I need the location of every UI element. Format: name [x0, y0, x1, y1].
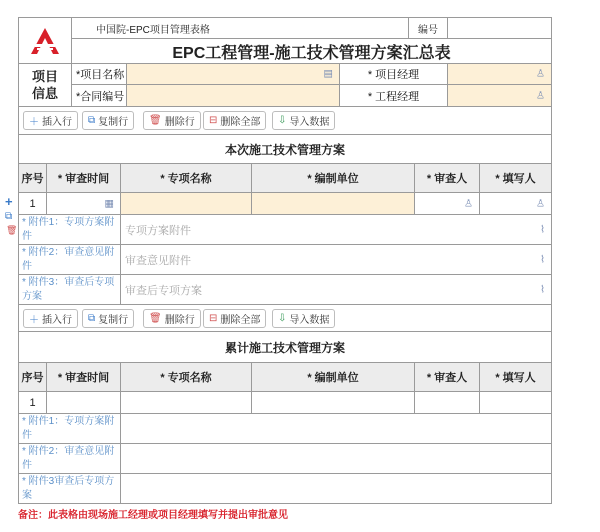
contract-no-label: *合同编号 [71, 84, 127, 107]
filler-cell [479, 391, 552, 414]
group-label-line1: 项目 [31, 69, 58, 84]
col-header-compiling-unit: * 编制单位 [251, 362, 415, 392]
table-picker-icon[interactable]: ▤ [323, 68, 333, 80]
special-name-cell [120, 391, 252, 414]
compiling-unit-cell [251, 391, 415, 414]
insert-row-button[interactable]: ＋ 插入行 [23, 309, 78, 328]
import-icon: ⇩ [278, 115, 287, 126]
org-form-label: 中国院-EPC项目管理表格 [71, 17, 409, 39]
project-name-label: *项目名称 [71, 63, 127, 85]
col-header-special-name: * 专项名称 [120, 163, 252, 193]
user-picker-icon[interactable]: ♙ [536, 198, 545, 209]
logo-cell [18, 17, 72, 64]
col-header-reviewer: * 审查人 [414, 163, 480, 193]
row-seq: 1 [18, 391, 47, 414]
special-name-field[interactable] [120, 192, 252, 215]
number-label: 编号 [408, 17, 448, 39]
copy-icon: ⧉ [88, 115, 96, 126]
company-logo-icon [29, 26, 61, 56]
delete-all-icon: ⊟ [209, 313, 218, 324]
calendar-icon[interactable]: ▦ [104, 198, 114, 209]
compiling-unit-field[interactable] [251, 192, 415, 215]
footer-note: 备注：此表格由现场施工经理或项目经理填写并提出审批意见 [18, 510, 288, 521]
cumulative-attachment-1-label: * 附件1：专项方案附件 [18, 413, 121, 444]
delete-row-button[interactable]: 🗑 删除行 [143, 111, 201, 130]
col-header-reviewer: * 审查人 [414, 362, 480, 392]
copy-icon: ⧉ [88, 313, 96, 324]
attachment-3-label: * 附件3：审查后专项方案 [18, 274, 121, 305]
user-picker-icon[interactable]: ♙ [464, 198, 473, 209]
paperclip-icon[interactable]: ⌇ [540, 224, 545, 235]
col-header-seq: 序号 [18, 163, 47, 193]
delete-row-button[interactable]: 🗑 删除行 [143, 309, 201, 328]
import-icon: ⇩ [278, 313, 287, 324]
row-copy-icon[interactable]: ⧉ [5, 211, 13, 222]
page-title: EPC工程管理-施工技术管理方案汇总表 [71, 38, 552, 64]
cumulative-attachment-2-cell [120, 443, 552, 474]
cumulative-attachment-3-label: * 附件3审查后专项方案 [18, 473, 121, 504]
col-header-filler: * 填写人 [479, 163, 552, 193]
attachment-2-label: * 附件2：审查意见附件 [18, 244, 121, 275]
current-section-title: 本次施工技术管理方案 [18, 134, 552, 164]
delete-all-icon: ⊟ [209, 115, 218, 126]
project-info-group-label [18, 63, 72, 107]
cumulative-attachment-1-cell [120, 413, 552, 444]
plus-icon: ＋ [29, 117, 39, 128]
reviewer-cell [414, 391, 480, 414]
row-seq: 1 [18, 192, 47, 215]
project-manager-field[interactable] [447, 63, 552, 85]
paperclip-icon[interactable]: ⌇ [540, 284, 545, 295]
user-picker-icon[interactable]: ♙ [536, 90, 545, 101]
attachment-3-field[interactable]: 审查后专项方案 ⌇ [120, 274, 552, 305]
number-field[interactable] [447, 17, 552, 39]
group-label-line2: 信息 [31, 86, 58, 101]
attachment-1-field[interactable]: 专项方案附件 ⌇ [120, 214, 552, 245]
filler-field[interactable] [479, 192, 552, 215]
import-data-button[interactable]: ⇩ 导入数据 [272, 111, 335, 130]
project-name-field[interactable] [126, 63, 340, 85]
col-header-seq: 序号 [18, 362, 47, 392]
delete-all-button[interactable]: ⊟ 删除全部 [203, 111, 266, 130]
insert-row-button[interactable]: ＋ 插入行 [23, 111, 78, 130]
cumulative-attachment-2-label: * 附件2：审查意见附件 [18, 443, 121, 474]
col-header-filler: * 填写人 [479, 362, 552, 392]
reviewer-field[interactable] [414, 192, 480, 215]
col-header-review-time: * 审查时间 [46, 362, 121, 392]
engineering-manager-label: * 工程经理 [339, 84, 448, 107]
col-header-review-time: * 审查时间 [46, 163, 121, 193]
copy-row-button[interactable]: ⧉ 复制行 [82, 111, 134, 130]
attachment-1-label: * 附件1：专项方案附件 [18, 214, 121, 245]
col-header-special-name: * 专项名称 [120, 362, 252, 392]
attachment-2-field[interactable]: 审查意见附件 ⌇ [120, 244, 552, 275]
cumulative-section-title: 累计施工技术管理方案 [18, 331, 552, 363]
row-delete-icon[interactable]: 🗑 [6, 225, 18, 235]
trash-icon: 🗑 [149, 313, 162, 324]
copy-row-button[interactable]: ⧉ 复制行 [82, 309, 134, 328]
cumulative-attachment-3-cell [120, 473, 552, 504]
plus-icon: ＋ [29, 315, 39, 326]
trash-icon: 🗑 [149, 115, 162, 126]
row-add-icon[interactable]: + [5, 194, 13, 209]
review-time-field[interactable] [46, 192, 121, 215]
paperclip-icon[interactable]: ⌇ [540, 254, 545, 265]
import-data-button[interactable]: ⇩ 导入数据 [272, 309, 335, 328]
review-time-cell [46, 391, 121, 414]
contract-no-field[interactable] [126, 84, 340, 107]
engineering-manager-field[interactable] [447, 84, 552, 107]
col-header-compiling-unit: * 编制单位 [251, 163, 415, 193]
user-picker-icon[interactable]: ♙ [536, 68, 545, 80]
delete-all-button[interactable]: ⊟ 删除全部 [203, 309, 266, 328]
project-manager-label: * 项目经理 [339, 63, 448, 85]
